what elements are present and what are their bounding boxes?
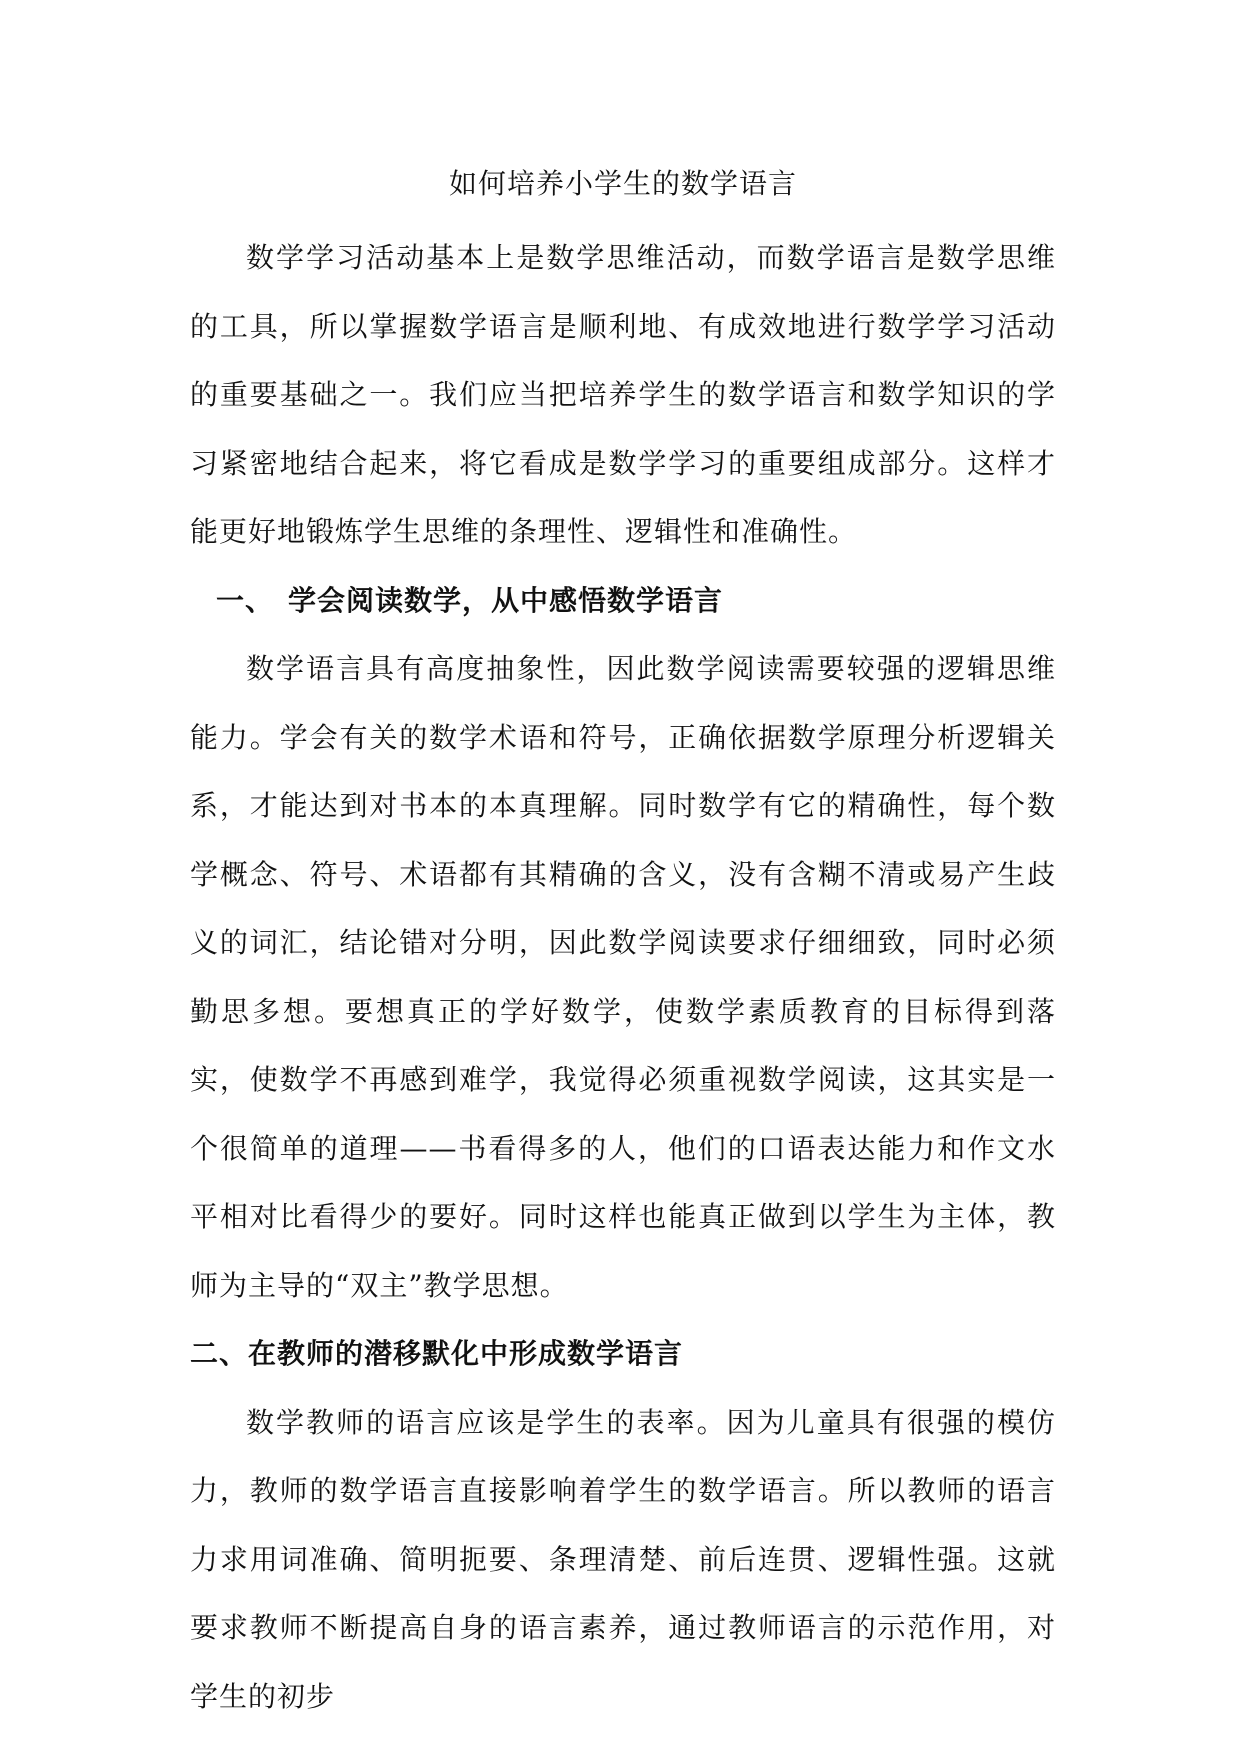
section-1-heading-text: 学会阅读数学，从中感悟数学语言 — [288, 583, 724, 617]
document-title: 如何培养小学生的数学语言 — [448, 167, 797, 200]
document-page — [190, 158, 1056, 1731]
section-2-heading: 二、在教师的潜移默化中形成数学语言 — [190, 1337, 684, 1370]
section-1-paragraph: 数学语言具有高度抽象性，因此数学阅读需要较强的逻辑思维能力。学会有关的数学术语和符号，正确依据数学原理分析逻辑关系，才能达到对书本的本真理解。同时数学有它的精确性，每个数学概念、符号、术语都有其精确的含义，没有含糊不清或易产生歧义的词汇，结论错对分明，因此数学阅读要求仔细细致，同时必须勤思多想。要想真正的学好数学，使数学素质教育的目标得到落实，使数学不再感到难学，我觉得必须重视数学阅读，这其实是一个很简单的道理——书看得多的人，他们的口语表达能力和作文水平相对比看得少的要好。同时这样也能真正做到以学生为主体，教师为主导的“双主”教学思想。 — [190, 652, 1056, 1302]
section-1-heading — [190, 567, 1056, 636]
section-2-paragraph: 数学教师的语言应该是学生的表率。因为儿童具有很强的模仿力，教师的数学语言直接影响着学生的数学语言。所以教师的语言力求用词准确、简明扼要、条理清楚、前后连贯、逻辑性强。这就要求教师不断提高自身的语言素养，通过教师语言的示范作用，对学生的初步 — [190, 1405, 1056, 1713]
intro-paragraph: 数学学习活动基本上是数学思维活动，而数学语言是数学思维的工具，所以掌握数学语言是顺利地、有成效地进行数学学习活动的重要基础之一。我们应当把培养学生的数学语言和数学知识的学习紧密地结合起来，将它看成是数学学习的重要组成部分。这样才能更好地锻炼学生思维的条理性、逻辑性和准确性。 — [190, 241, 1056, 548]
section-1-number: 一、 — [216, 583, 275, 617]
